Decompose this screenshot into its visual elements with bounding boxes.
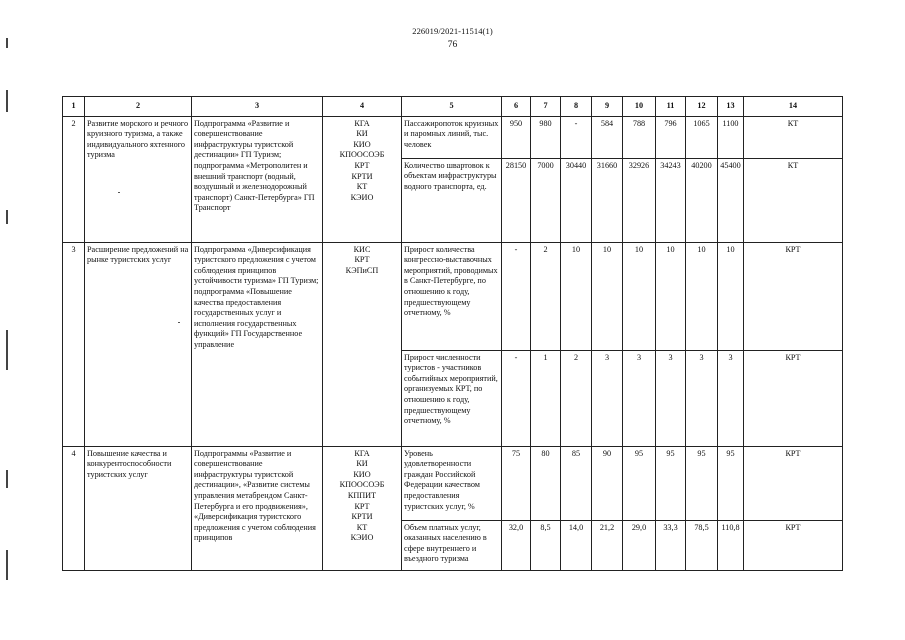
column-header: 5 [402, 97, 502, 117]
indicator-value: 980 [531, 116, 561, 158]
indicator-value: 34243 [656, 158, 686, 242]
program-name: Подпрограммы «Развитие и совершенствование инфраструктуры туристской дестинации», «Развитие системы управления метабрендом Санкт-Петербурга и его продвижения», «Диверсификация туристского предложения с учетом соблюдения принципов [192, 446, 323, 570]
column-header: 3 [192, 97, 323, 117]
indicator-value: 14,0 [561, 520, 592, 570]
column-header: 7 [531, 97, 561, 117]
indicator-name: Прирост численности туристов - участников событийных мероприятий, организуемых КРТ, по отношению к году, предшествующему отчетному, % [402, 350, 502, 446]
task-name: Расширение предложений на рынке туристских услуг [85, 242, 192, 446]
indicator-value: 10 [718, 242, 744, 350]
program-name: Подпрограмма «Диверсификация туристского предложения с учетом соблюдения принципов устойчивости туризма» ГП Туризм; подпрограмма «Повышение качества предоставления государственных услуг и исполнения государственных функций» ГП Государственное управление [192, 242, 323, 446]
indicator-value: 3 [623, 350, 656, 446]
task-name: Развитие морского и речного круизного туризма, а также индивидуального яхтенного туризма [85, 116, 192, 242]
indicator-value: 40200 [686, 158, 718, 242]
indicator-value: 45400 [718, 158, 744, 242]
indicator-value: 10 [656, 242, 686, 350]
column-header: 2 [85, 97, 192, 117]
indicator-name: Количество швартовок к объектам инфраструктуры водного транспорта, ед. [402, 158, 502, 242]
indicator-value: 110,8 [718, 520, 744, 570]
column-header: 9 [592, 97, 623, 117]
indicator-value: 33,3 [656, 520, 686, 570]
indicator-value: 7000 [531, 158, 561, 242]
column-header: 4 [323, 97, 402, 117]
indicator-name: Пассажиропоток круизных и паромных линий, тыс. человек [402, 116, 502, 158]
table-row [63, 446, 843, 520]
left-margin-marks [6, 30, 7, 620]
indicator-value: 3 [686, 350, 718, 446]
scan-speck [118, 192, 120, 193]
responsible: КТ [744, 158, 843, 242]
row-number: 2 [63, 116, 85, 242]
column-header: 12 [686, 97, 718, 117]
indicator-value: 85 [561, 446, 592, 520]
column-header: 10 [623, 97, 656, 117]
indicator-value: 1065 [686, 116, 718, 158]
indicator-value: 788 [623, 116, 656, 158]
indicator-value: 78,5 [686, 520, 718, 570]
indicator-value: 10 [561, 242, 592, 350]
indicator-value: 584 [592, 116, 623, 158]
indicator-value: 28150 [502, 158, 531, 242]
column-header: 11 [656, 97, 686, 117]
indicator-value: - [561, 116, 592, 158]
indicator-value: 90 [592, 446, 623, 520]
indicator-value: 95 [686, 446, 718, 520]
row-number: 3 [63, 242, 85, 446]
indicator-value: 3 [656, 350, 686, 446]
table-row [63, 242, 843, 350]
indicator-name: Объем платных услуг, оказанных населению в сфере внутреннего и въездного туризма [402, 520, 502, 570]
indicator-value: 1 [531, 350, 561, 446]
indicator-value: 796 [656, 116, 686, 158]
indicator-value: 10 [592, 242, 623, 350]
indicator-value: 3 [718, 350, 744, 446]
indicator-value: 31660 [592, 158, 623, 242]
column-header: 1 [63, 97, 85, 117]
indicator-value: - [502, 242, 531, 350]
indicator-value: 32926 [623, 158, 656, 242]
column-header: 14 [744, 97, 843, 117]
indicator-value: 21,2 [592, 520, 623, 570]
indicator-value: 29,0 [623, 520, 656, 570]
executors-list: КГА КИ КИО КПООСОЭБ КРТ КРТИ КТ КЭИО [323, 116, 402, 242]
column-header: 8 [561, 97, 592, 117]
program-name: Подпрограмма «Развитие и совершенствование инфраструктуры туристской дестинации» ГП Туризм; подпрограмма «Метрополитен и внешний транспорт (водный, воздушный и железнодорожный транспорт) Санкт-Петербурга» ГП Транспорт [192, 116, 323, 242]
document-number: 226019/2021-11514(1) [412, 26, 493, 36]
indicator-value: 32,0 [502, 520, 531, 570]
executors-list: КИС КРТ КЭПиСП [323, 242, 402, 446]
indicator-name: Уровень удовлетворенности граждан Российской Федерации качеством предоставления туристских услуг, % [402, 446, 502, 520]
executors-list: КГА КИ КИО КПООСОЭБ КППИТ КРТ КРТИ КТ КЭИО [323, 446, 402, 570]
table-header-row [63, 97, 843, 117]
indicator-value: 1100 [718, 116, 744, 158]
indicator-value: 95 [623, 446, 656, 520]
responsible: КРТ [744, 520, 843, 570]
indicator-value: 3 [592, 350, 623, 446]
indicators-table [62, 96, 843, 571]
task-name: Повышение качества и конкурентоспособности туристских услуг [85, 446, 192, 570]
table-row [63, 116, 843, 158]
row-number: 4 [63, 446, 85, 570]
indicator-value: 2 [561, 350, 592, 446]
responsible: КРТ [744, 242, 843, 350]
indicator-value: 8,5 [531, 520, 561, 570]
indicator-value: 10 [686, 242, 718, 350]
responsible: КРТ [744, 446, 843, 520]
scan-speck [178, 322, 180, 323]
indicator-name: Прирост количества конгрессно-выставочных мероприятий, проводимых в Санкт-Петербурге, по отношению к году, предшествующему отчетному, % [402, 242, 502, 350]
indicator-value: 950 [502, 116, 531, 158]
indicator-value: 75 [502, 446, 531, 520]
indicator-value: 95 [656, 446, 686, 520]
responsible: КТ [744, 116, 843, 158]
column-header: 13 [718, 97, 744, 117]
indicator-value: 2 [531, 242, 561, 350]
column-header: 6 [502, 97, 531, 117]
page-number: 76 [447, 40, 458, 50]
indicator-value: 80 [531, 446, 561, 520]
indicator-value: - [502, 350, 531, 446]
indicator-value: 30440 [561, 158, 592, 242]
indicator-value: 95 [718, 446, 744, 520]
indicator-value: 10 [623, 242, 656, 350]
responsible: КРТ [744, 350, 843, 446]
